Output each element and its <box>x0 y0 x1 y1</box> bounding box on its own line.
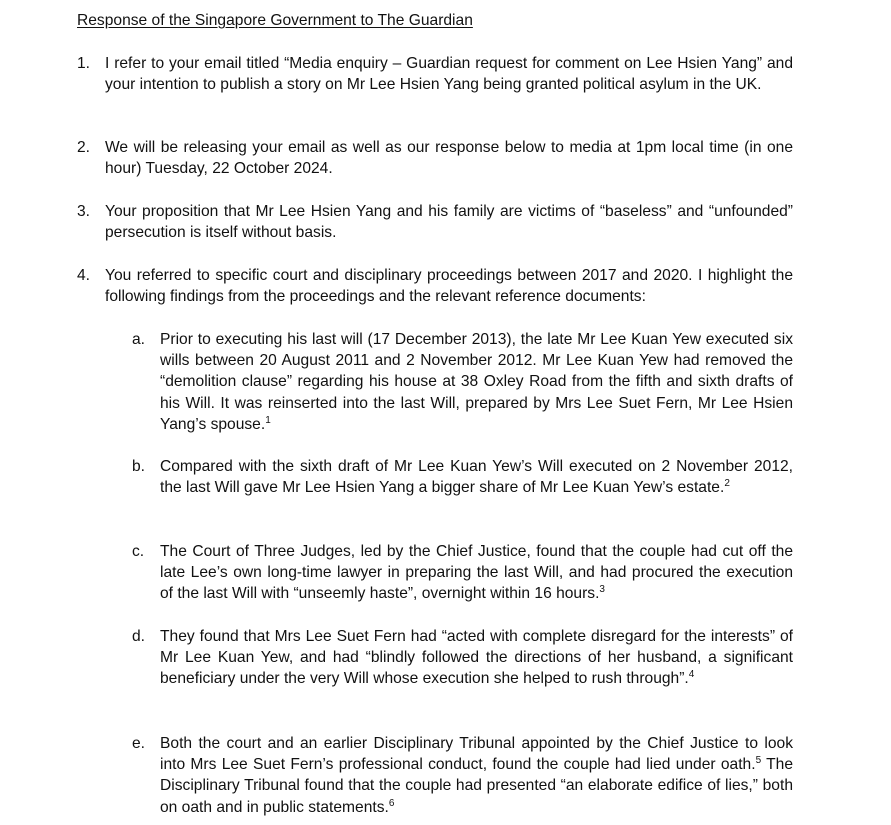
sub-paragraph-letter: a. <box>132 331 146 348</box>
sub-paragraph-c <box>132 541 793 605</box>
numbered-paragraph-4 <box>77 265 793 307</box>
sub-paragraph-text <box>160 329 793 435</box>
sub-paragraph-text <box>160 456 793 498</box>
sub-paragraph-b <box>132 456 793 498</box>
sub-paragraph-body: Prior to executing his last will (17 December 2013), the late Mr Lee Kuan Yew executed six wills between 20 August 2011 and 2 November 2012. Mr Lee Kuan Yew had removed the “demolition clause” regarding his house at 38 Oxley Road from the fifth and sixth drafts of his Will. It was reinserted into the last Will, prepared by Mrs Lee Suet Fern, Mr Lee Hsien Yang’s spouse. <box>160 331 793 433</box>
footnote-marker: 4 <box>688 669 695 681</box>
footnote-marker: 3 <box>599 584 605 596</box>
sub-paragraph-letter: c. <box>132 543 145 560</box>
sub-paragraph-letter: e. <box>132 735 146 752</box>
paragraph-number: 2. <box>77 139 91 156</box>
numbered-paragraph-2 <box>77 137 793 179</box>
sub-paragraph-letter: d. <box>132 628 146 645</box>
numbered-paragraph-3 <box>77 201 793 243</box>
numbered-paragraph-1 <box>77 53 793 95</box>
paragraph-number: 1. <box>77 55 91 72</box>
sub-paragraph-e <box>132 733 793 818</box>
sub-paragraph-body-continued: The Disciplinary Tribunal found that the couple had presented “an elaborate edifice of lies,” both on oath and in public statements. <box>160 756 794 816</box>
sub-paragraph-text <box>160 626 793 690</box>
sub-paragraph-body: They found that Mrs Lee Suet Fern had “acted with complete disregard for the interests” of Mr Lee Kuan Yew, and had “blindly followed the directions of her husband, a significant beneficiary under the very Will whose execution she helped to rush through”. <box>160 628 793 688</box>
paragraph-number: 3. <box>77 203 91 220</box>
sub-paragraph-body: Both the court and an earlier Disciplinary Tribunal appointed by the Chief Justice to look into Mrs Lee Suet Fern’s professional conduct, found the couple had lied under oath. <box>160 735 793 774</box>
sub-paragraph-body: Compared with the sixth draft of Mr Lee Kuan Yew’s Will executed on 2 November 2012, the last Will gave Mr Lee Hsien Yang a bigger share of Mr Lee Kuan Yew’s estate. <box>160 458 793 497</box>
paragraph-text: Your proposition that Mr Lee Hsien Yang and his family are victims of “baseless” and “unfounded” persecution is itself without basis. <box>105 203 793 242</box>
sub-paragraph-text <box>160 733 793 818</box>
document-title: Response of the Singapore Government to The Guardian <box>77 12 473 29</box>
footnote-marker: 5 <box>755 755 762 767</box>
footnote-marker: 6 <box>388 797 395 809</box>
footnote-marker: 2 <box>724 478 730 490</box>
footnote-marker: 1 <box>265 414 271 426</box>
paragraph-text: We will be releasing your email as well as our response below to media at 1pm local time (in one hour) Tuesday, 22 October 2024. <box>105 139 793 178</box>
sub-paragraph-letter: b. <box>132 458 146 475</box>
sub-paragraph-text <box>160 541 793 605</box>
paragraph-text: I refer to your email titled “Media enquiry – Guardian request for comment on Lee Hsien Yang” and your intention to publish a story on Mr Lee Hsien Yang being granted political asylum in the UK. <box>105 55 793 94</box>
sub-paragraph-d <box>132 626 793 690</box>
paragraph-number: 4. <box>77 267 91 284</box>
sub-paragraph-a <box>132 329 793 435</box>
paragraph-text: You referred to specific court and disciplinary proceedings between 2017 and 2020. I highlight the following findings from the proceedings and the relevant reference documents: <box>105 267 793 306</box>
sub-paragraph-body: The Court of Three Judges, led by the Chief Justice, found that the couple had cut off the late Lee’s own long-time lawyer in preparing the last Will, and had procured the execution of the last Will with “unseemly haste”, overnight within 16 hours. <box>160 543 793 603</box>
